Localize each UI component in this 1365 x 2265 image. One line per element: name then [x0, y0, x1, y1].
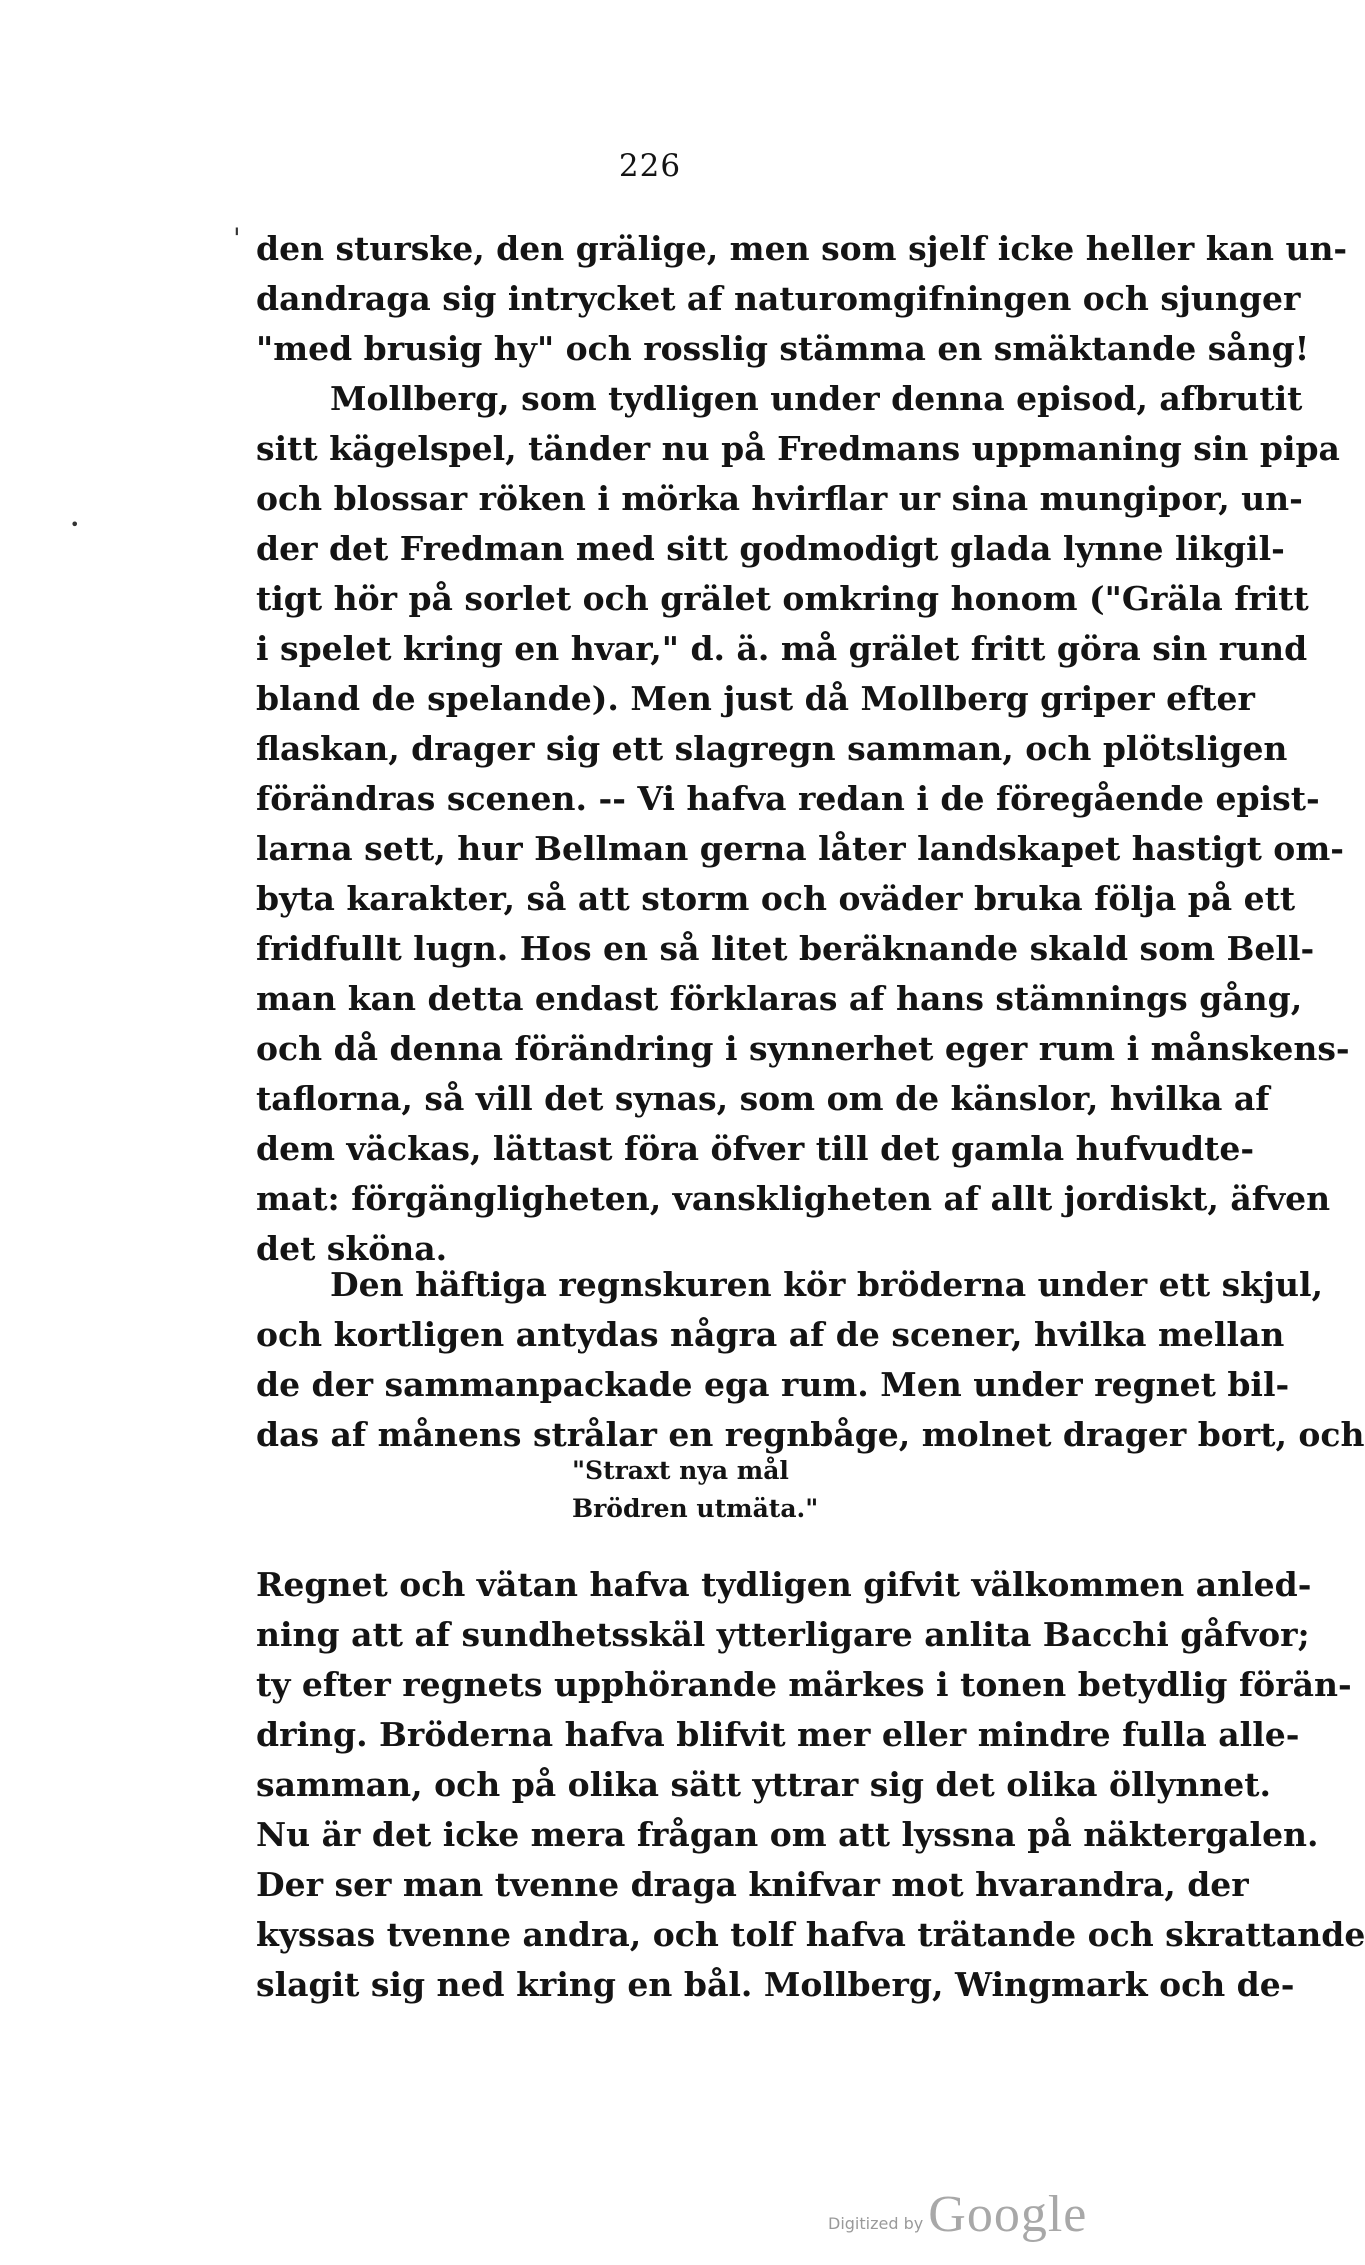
text-line: sitt kägelspel, tänder nu på Fredmans uppmaning sin pipa: [256, 429, 1340, 468]
quote-line: Brödren utmäta.": [572, 1494, 819, 1523]
digitized-by-label: Digitized by: [828, 2214, 924, 2233]
paragraph-1: [256, 224, 1350, 1274]
text-line: ning att af sundhetsskäl ytterligare anlita Bacchi gåfvor;: [256, 1615, 1310, 1654]
text-line: kyssas tvenne andra, och tolf hafva trätande och skrattande: [256, 1915, 1365, 1954]
text-line: dandraga sig intrycket af naturomgifningen och sjunger: [256, 279, 1301, 318]
text-line: ty efter regnets upphörande märkes i tonen betydlig förän-: [256, 1665, 1352, 1704]
text-line: fridfullt lugn. Hos en så litet beräknande skald som Bell-: [256, 929, 1315, 968]
google-logo: Google: [928, 2186, 1088, 2243]
text-line: Mollberg, som tydligen under denna episod, afbrutit: [330, 379, 1303, 418]
text-line: slagit sig ned kring en bål. Mollberg, Wingmark och de-: [256, 1965, 1295, 2004]
text-line: de der sammanpackade ega rum. Men under regnet bil-: [256, 1365, 1290, 1404]
margin-tick-mark: ': [233, 222, 241, 255]
text-line: och kortligen antydas några af de scener, hvilka mellan: [256, 1315, 1285, 1354]
paragraph-3: [256, 1560, 1365, 2010]
text-line: bland de spelande). Men just då Mollberg griper efter: [256, 679, 1255, 718]
text-line: den sturske, den grälige, men som sjelf icke heller kan un-: [256, 229, 1348, 268]
text-line: byta karakter, så att storm och oväder bruka följa på ett: [256, 879, 1296, 918]
text-line: Nu är det icke mera frågan om att lyssna på näktergalen.: [256, 1815, 1319, 1854]
text-line: det sköna.: [256, 1229, 448, 1268]
text-line: taflorna, så vill det synas, som om de känslor, hvilka af: [256, 1079, 1270, 1118]
text-line: Der ser man tvenne draga knifvar mot hvarandra, der: [256, 1865, 1249, 1904]
text-line: dem väckas, lättast föra öfver till det gamla hufvudte-: [256, 1129, 1255, 1168]
text-line: i spelet kring en hvar," d. ä. må grälet fritt göra sin rund: [256, 629, 1308, 668]
text-line: och då denna förändring i synnerhet eger rum i månskens-: [256, 1029, 1350, 1068]
text-line: der det Fredman med sitt godmodigt glada lynne likgil-: [256, 529, 1285, 568]
text-line: tigt hör på sorlet och grälet omkring honom ("Gräla fritt: [256, 579, 1309, 618]
quote-line: "Straxt nya mål: [572, 1456, 789, 1485]
margin-dot-mark: •: [70, 515, 80, 534]
text-line: och blossar röken i mörka hvirflar ur sina mungipor, un-: [256, 479, 1303, 518]
text-line: flaskan, drager sig ett slagregn samman, och plötsligen: [256, 729, 1288, 768]
text-line: Regnet och vätan hafva tydligen gifvit välkommen anled-: [256, 1565, 1312, 1604]
text-line: "med brusig hy" och rosslig stämma en smäktande sång!: [256, 329, 1310, 368]
text-line: dring. Bröderna hafva blifvit mer eller mindre fulla alle-: [256, 1715, 1300, 1754]
digitized-watermark: [828, 2185, 1087, 2244]
verse-quote: [572, 1452, 818, 1528]
text-line: larna sett, hur Bellman gerna låter landskapet hastigt om-: [256, 829, 1344, 868]
text-line: man kan detta endast förklaras af hans stämnings gång,: [256, 979, 1303, 1018]
page-number: 226: [618, 148, 682, 184]
text-line: Den häftiga regnskuren kör bröderna under ett skjul,: [330, 1265, 1323, 1304]
text-line: samman, och på olika sätt yttrar sig det olika öllynnet.: [256, 1765, 1272, 1804]
paragraph-2: [256, 1260, 1365, 1460]
text-line: förändras scenen. -- Vi hafva redan i de föregående epist-: [256, 779, 1320, 818]
text-line: das af månens strålar en regnbåge, molnet drager bort, och: [256, 1415, 1365, 1454]
text-line: mat: förgängligheten, vanskligheten af allt jordiskt, äfven: [256, 1179, 1331, 1218]
